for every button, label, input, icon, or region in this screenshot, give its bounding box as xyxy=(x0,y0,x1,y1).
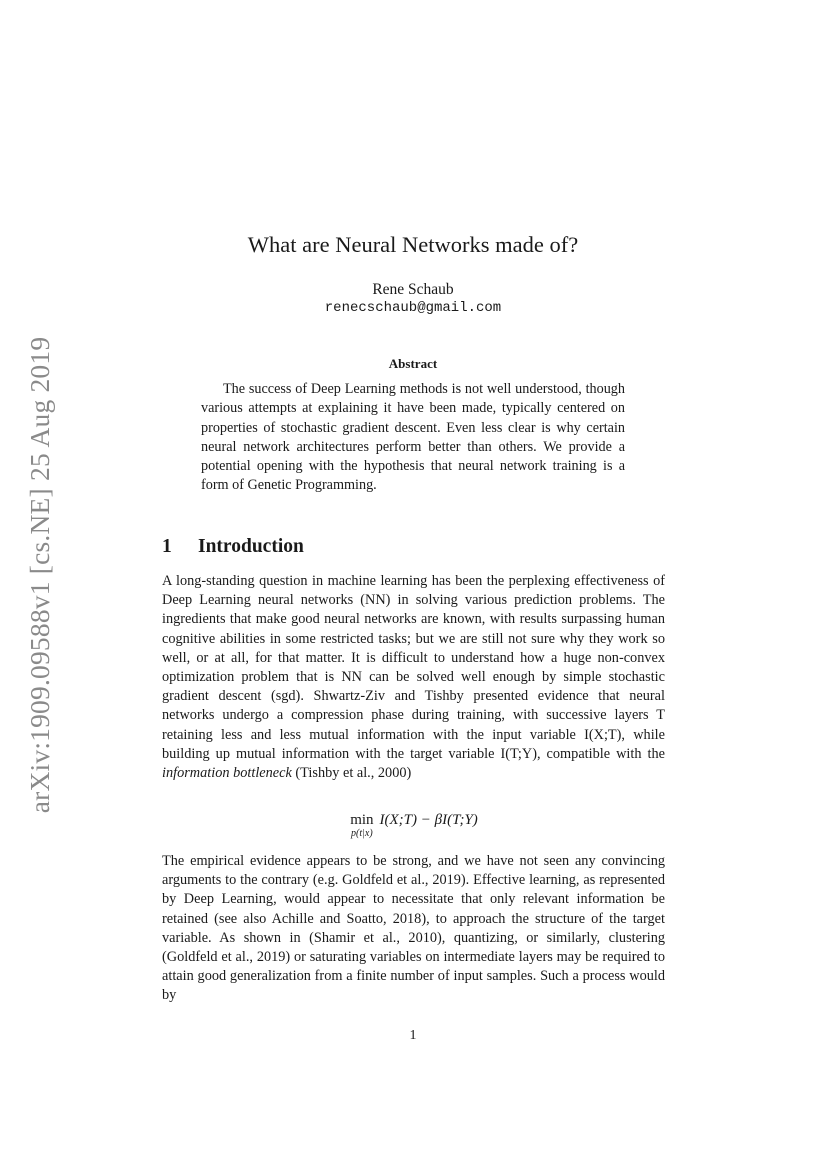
citation: (Tishby et al., 2000) xyxy=(295,765,412,782)
paper-title: What are Neural Networks made of? xyxy=(247,232,579,257)
body-paragraph xyxy=(162,572,665,783)
emphasized-term: information bottleneck xyxy=(162,765,292,782)
min-subscript: p(t|x) xyxy=(351,828,373,839)
author-name: Rene Schaub xyxy=(372,281,454,298)
min-operator: min xyxy=(350,812,374,828)
abstract-text: The success of Deep Learning methods is not well understood, though various attempts at explaining it have been made, typically centered on properties of stochastic gradient descent. Even less clear is why certain neural network architectures perform better than others. We provide a potential opening with the hypothesis that neural network training is a form of Genetic Programming. xyxy=(201,381,625,494)
page-number: 1 xyxy=(409,1028,417,1043)
equation-expression: I(X;T) − βI(T;Y) xyxy=(379,812,478,828)
display-equation xyxy=(162,812,666,839)
section-number: 1 xyxy=(162,536,172,557)
section-heading-introduction xyxy=(162,536,666,558)
body-paragraph: The empirical evidence appears to be strong, and we have not seen any convincing arguments to the contrary (e.g. Goldfeld et al., 2019). Effective learning, as represented by Deep Learning, would appear to necessitate that only relevant information be retained (see also Achille and Soatto, 2018), to approach the structure of the target variable. As shown in (Shamir et al., 2010), quantizing, or similarly, clustering (Goldfeld et al., 2019) or saturating variables on intermediate layers may be required to attain good generalization from a finite number of input samples. Such a process would by xyxy=(162,853,665,1004)
paragraph-text: A long-standing question in machine learning has been the perplexing effectiveness of Deep Learning neural networks (NN) in solving various prediction problems. The ingredients that make good neural networks are known, with results surpassing human cognitive abilities in some restricted tasks; but we are still not sure why they work so well, or at all, for that matter. It is difficult to understand how a huge non-convex optimization problem that is NN can be solved well enough by simple stochastic gradient descent (sgd). Shwartz-Ziv and Tishby presented evidence that neural networks undergo a compression phase during training, with successive layers T retaining less and less mutual information with the input variable I(X;T), while building up mutual information with the target variable I(T;Y), compatible with the xyxy=(162,573,665,762)
equation-min-operator xyxy=(350,812,373,839)
section-title: Introduction xyxy=(198,536,304,557)
arxiv-identifier-stamp: arXiv:1909.09588v1 [cs.NE] 25 Aug 2019 xyxy=(24,336,55,814)
abstract-heading: Abstract xyxy=(388,356,438,371)
author-email: renecschaub@gmail.com xyxy=(324,300,502,316)
